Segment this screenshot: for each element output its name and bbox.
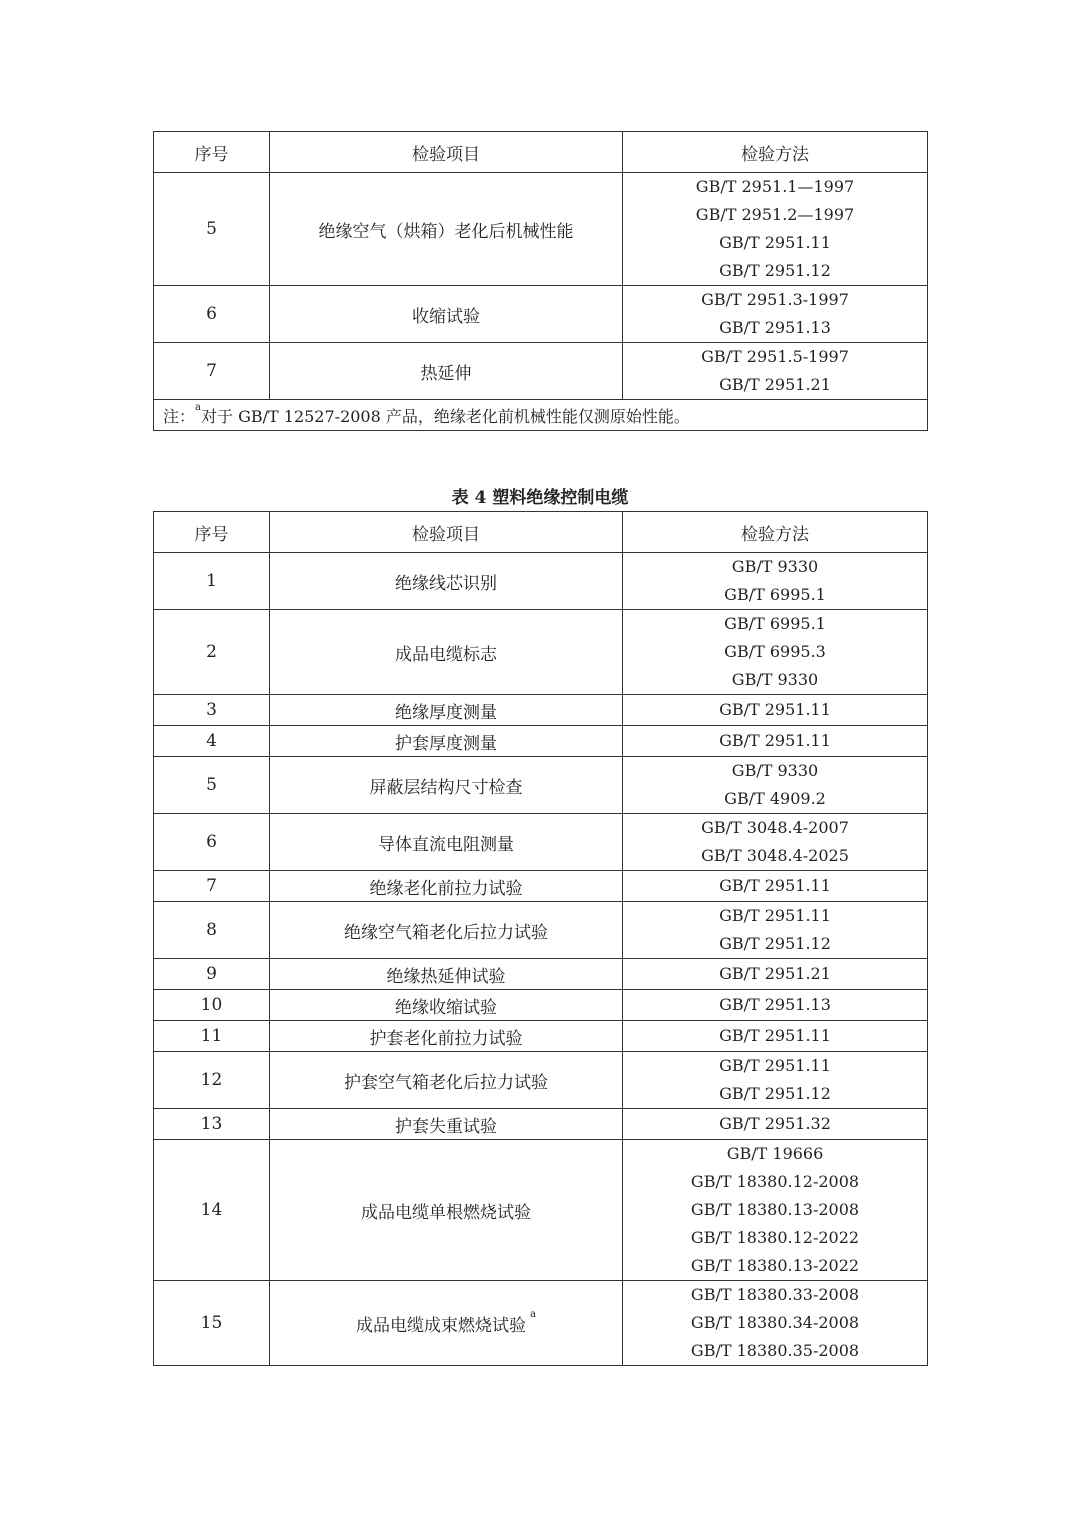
test-item <box>270 757 623 814</box>
table-caption: 表 4 塑料绝缘控制电缆 <box>451 488 629 508</box>
test-item <box>270 610 623 695</box>
test-item-label: 成品电缆单根燃烧试验 <box>361 1202 531 1223</box>
method-standard: GB/T 2951.13 <box>719 995 831 1014</box>
table-row <box>154 757 928 814</box>
method-standard: GB/T 18380.13-2008 <box>690 1200 860 1219</box>
test-methods <box>623 1140 928 1281</box>
method-standard: GB/T 18380.33-2008 <box>690 1285 860 1304</box>
test-item <box>270 1140 623 1281</box>
table-row <box>154 695 928 726</box>
serial-no: 1 <box>154 553 270 610</box>
method-standard: GB/T 2951.11 <box>719 731 831 750</box>
serial-no: 6 <box>154 814 270 871</box>
method-standard: GB/T 2951.3-1997 <box>701 290 849 309</box>
method-standard: GB/T 4909.2 <box>724 789 826 808</box>
test-methods <box>623 990 928 1021</box>
test-item-label: 护套厚度测量 <box>395 733 497 754</box>
table-row <box>154 990 928 1021</box>
footnote-marker: a <box>195 401 201 413</box>
test-item <box>270 553 623 610</box>
table-3 <box>153 131 928 431</box>
method-standard: GB/T 2951.12 <box>719 934 831 953</box>
method-standard: GB/T 2951.12 <box>719 1084 831 1103</box>
test-item-label: 绝缘老化前拉力试验 <box>369 878 523 899</box>
test-methods <box>623 286 928 343</box>
serial-no: 13 <box>154 1109 270 1140</box>
test-item-label: 护套失重试验 <box>395 1116 497 1137</box>
method-standard: GB/T 6995.3 <box>724 642 826 661</box>
test-item: 热延伸 <box>270 343 623 400</box>
test-methods <box>623 173 928 286</box>
table-row <box>154 1281 928 1366</box>
test-methods <box>623 553 928 610</box>
table-row <box>154 553 928 610</box>
test-methods <box>623 610 928 695</box>
method-standard: GB/T 2951.5-1997 <box>701 347 849 366</box>
serial-no: 4 <box>154 726 270 757</box>
method-standard: GB/T 2951.11 <box>719 876 831 895</box>
test-item <box>270 1021 623 1052</box>
test-methods <box>623 726 928 757</box>
test-item <box>270 1109 623 1140</box>
serial-no: 3 <box>154 695 270 726</box>
table-note-row <box>154 400 928 431</box>
footnote-marker: a <box>530 1308 536 1320</box>
test-item <box>270 902 623 959</box>
test-item-label: 成品电缆标志 <box>395 644 497 665</box>
method-standard: GB/T 18380.12-2008 <box>690 1172 860 1191</box>
test-methods <box>623 695 928 726</box>
serial-no: 14 <box>154 1140 270 1281</box>
test-methods <box>623 1021 928 1052</box>
method-standard: GB/T 18380.35-2008 <box>690 1341 860 1360</box>
method-standard: GB/T 2951.32 <box>719 1114 831 1133</box>
serial-no: 5 <box>154 757 270 814</box>
method-standard: GB/T 2951.12 <box>719 261 831 280</box>
table-row <box>154 610 928 695</box>
header-test-item: 检验项目 <box>270 132 623 173</box>
method-standard: GB/T 2951.11 <box>719 906 831 925</box>
table-row <box>154 902 928 959</box>
table-row <box>154 343 928 400</box>
test-item <box>270 990 623 1021</box>
test-item-label: 绝缘线芯识别 <box>395 573 497 594</box>
serial-no: 8 <box>154 902 270 959</box>
method-standard: GB/T 9330 <box>731 761 819 780</box>
test-methods <box>623 1052 928 1109</box>
table-4 <box>153 511 928 1366</box>
method-standard: GB/T 2951.13 <box>719 318 831 337</box>
serial-no: 2 <box>154 610 270 695</box>
method-standard: GB/T 19666 <box>726 1144 824 1163</box>
table-row <box>154 286 928 343</box>
header-test-item: 检验项目 <box>270 512 623 553</box>
test-methods <box>623 814 928 871</box>
test-item-label: 护套空气箱老化后拉力试验 <box>344 1072 548 1093</box>
test-item-label: 绝缘热延伸试验 <box>386 966 506 987</box>
test-item-label: 屏蔽层结构尺寸检查 <box>369 777 523 798</box>
method-standard: GB/T 2951.21 <box>719 964 831 983</box>
table-row <box>154 1140 928 1281</box>
header-test-method: 检验方法 <box>623 512 928 553</box>
test-item <box>270 726 623 757</box>
method-standard: GB/T 2951.11 <box>719 233 831 252</box>
test-item-label: 导体直流电阻测量 <box>378 834 514 855</box>
test-item-label: 绝缘收缩试验 <box>395 997 497 1018</box>
test-item <box>270 1052 623 1109</box>
test-methods <box>623 902 928 959</box>
method-standard: GB/T 6995.1 <box>724 585 826 604</box>
table-row <box>154 1052 928 1109</box>
header-serial-no: 序号 <box>154 512 270 553</box>
test-item <box>270 959 623 990</box>
table-row <box>154 1021 928 1052</box>
serial-no: 12 <box>154 1052 270 1109</box>
method-standard: GB/T 18380.12-2022 <box>690 1228 860 1247</box>
table-row <box>154 814 928 871</box>
test-item-label: 成品电缆成束燃烧试验 <box>356 1315 527 1336</box>
serial-no: 11 <box>154 1021 270 1052</box>
test-methods <box>623 343 928 400</box>
table-row <box>154 726 928 757</box>
method-standard: GB/T 2951.11 <box>719 700 831 719</box>
method-standard: GB/T 9330 <box>731 557 819 576</box>
method-standard: GB/T 3048.4-2025 <box>701 846 849 865</box>
test-item <box>270 1281 623 1366</box>
serial-no: 7 <box>154 871 270 902</box>
method-standard: GB/T 2951.11 <box>719 1056 831 1075</box>
serial-no: 7 <box>154 343 270 400</box>
serial-no: 10 <box>154 990 270 1021</box>
test-methods <box>623 1109 928 1140</box>
test-methods <box>623 1281 928 1366</box>
serial-no: 5 <box>154 173 270 286</box>
method-standard: GB/T 2951.11 <box>719 1026 831 1045</box>
method-standard: GB/T 3048.4-2007 <box>701 818 849 837</box>
method-standard: GB/T 18380.13-2022 <box>690 1256 860 1275</box>
method-standard: GB/T 9330 <box>731 670 819 689</box>
test-item <box>270 871 623 902</box>
table-row <box>154 173 928 286</box>
test-methods <box>623 871 928 902</box>
serial-no: 6 <box>154 286 270 343</box>
method-standard: GB/T 2951.2—1997 <box>695 205 855 224</box>
table-note <box>154 400 928 431</box>
method-standard: GB/T 18380.34-2008 <box>690 1313 860 1332</box>
method-standard: GB/T 2951.21 <box>719 375 831 394</box>
method-standard: GB/T 6995.1 <box>724 614 826 633</box>
table-header-row <box>154 512 928 553</box>
test-methods <box>623 959 928 990</box>
test-item <box>270 695 623 726</box>
method-standard: GB/T 2951.1—1997 <box>695 177 855 196</box>
test-item: 收缩试验 <box>270 286 623 343</box>
header-serial-no: 序号 <box>154 132 270 173</box>
test-methods <box>623 757 928 814</box>
test-item <box>270 814 623 871</box>
test-item-label: 护套老化前拉力试验 <box>369 1028 523 1049</box>
note-text: 对于 GB/T 12527-2008 产品，绝缘老化前机械性能仅测原始性能。 <box>200 406 690 426</box>
table-row <box>154 959 928 990</box>
test-item-label: 绝缘厚度测量 <box>395 702 497 723</box>
table-row <box>154 1109 928 1140</box>
table-header-row <box>154 132 928 173</box>
header-test-method: 检验方法 <box>623 132 928 173</box>
test-item-label: 绝缘空气箱老化后拉力试验 <box>344 922 548 943</box>
serial-no: 15 <box>154 1281 270 1366</box>
test-item: 绝缘空气（烘箱）老化后机械性能 <box>270 173 623 286</box>
note-prefix: 注： <box>163 406 196 426</box>
table-row <box>154 871 928 902</box>
serial-no: 9 <box>154 959 270 990</box>
